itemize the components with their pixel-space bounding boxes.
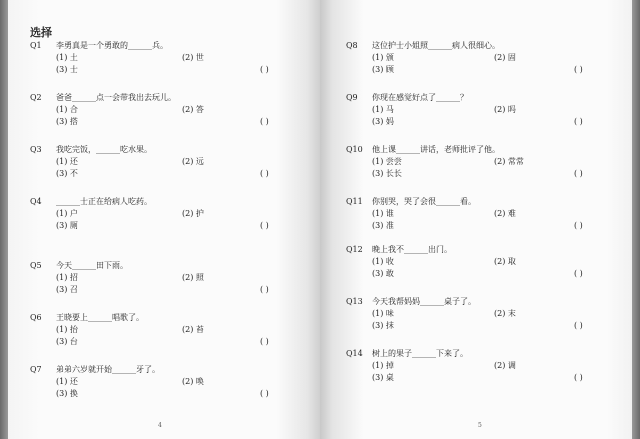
question-number: Q6 [30,313,42,322]
option-3[interactable]: (3) 换 [56,389,78,398]
option-1[interactable]: (1) 合 [56,105,78,114]
question-q11 [346,196,626,236]
question-number: Q11 [346,197,363,206]
option-2[interactable]: (2) 难 [494,209,516,218]
option-3[interactable]: (3) 敢 [372,269,394,278]
question-number: Q7 [30,365,42,374]
question-q5 [30,260,310,300]
question-q8 [346,40,626,80]
question-q14 [346,348,626,388]
option-3[interactable]: (3) 士 [56,65,78,74]
book-edge-left [0,0,8,439]
question-stem: 今天我帮妈妈______桌子了。 [372,297,476,306]
option-3[interactable]: (3) 台 [56,337,78,346]
question-number: Q8 [346,41,358,50]
question-number: Q13 [346,297,363,306]
question-q1 [30,40,310,80]
question-q13 [346,296,626,336]
answer-blank[interactable]: ( ) [260,389,269,398]
question-number: Q4 [30,197,42,206]
question-stem: 弟弟六岁就开始______牙了。 [56,365,160,374]
question-stem: 王晓要上______唱歌了。 [56,313,144,322]
option-2[interactable]: (2) 调 [494,361,516,370]
answer-blank[interactable]: ( ) [260,221,269,230]
question-number: Q12 [346,245,363,254]
question-q7 [30,364,310,404]
option-2[interactable]: (2) 取 [494,257,516,266]
answer-blank[interactable]: ( ) [260,117,269,126]
question-stem: 这位护士小姐照______病人很细心。 [372,41,500,50]
answer-blank[interactable]: ( ) [260,285,269,294]
question-stem: 今天______田下雨。 [56,261,128,270]
option-1[interactable]: (1) 味 [372,309,394,318]
option-2[interactable]: (2) 吗 [494,105,516,114]
option-3[interactable]: (3) 厕 [56,221,78,230]
option-2[interactable]: (2) 世 [182,53,204,62]
question-q9 [346,92,626,132]
answer-blank[interactable]: ( ) [260,169,269,178]
question-number: Q9 [346,93,358,102]
page-number: 5 [478,422,482,429]
option-2[interactable]: (2) 常常 [494,157,524,166]
option-3[interactable]: (3) 召 [56,285,78,294]
question-number: Q2 [30,93,42,102]
question-stem: 你现在感觉好点了______？ [372,93,468,102]
question-stem: 我吃完饭，______吃水果。 [56,145,152,154]
question-number: Q14 [346,349,363,358]
question-q12 [346,244,626,284]
question-stem: 爸爸______点一会带我出去玩儿。 [56,93,176,102]
answer-blank[interactable]: ( ) [574,65,583,74]
question-stem: 晚上我不______出门。 [372,245,452,254]
question-q4 [30,196,310,236]
option-1[interactable]: (1) 颁 [372,53,394,62]
answer-blank[interactable]: ( ) [574,269,583,278]
question-stem: 树上的果子______下来了。 [372,349,468,358]
answer-blank[interactable]: ( ) [574,221,583,230]
option-3[interactable]: (3) 桌 [372,373,394,382]
option-2[interactable]: (2) 照 [182,273,204,282]
option-3[interactable]: (3) 长长 [372,169,402,178]
answer-blank[interactable]: ( ) [574,321,583,330]
option-2[interactable]: (2) 末 [494,309,516,318]
question-number: Q1 [30,41,42,50]
answer-blank[interactable]: ( ) [574,373,583,382]
option-2[interactable]: (2) 护 [182,209,204,218]
option-2[interactable]: (2) 苔 [182,325,204,334]
question-number: Q3 [30,145,42,154]
option-1[interactable]: (1) 收 [372,257,394,266]
option-1[interactable]: (1) 掉 [372,361,394,370]
question-stem: 你别哭，哭了会很______看。 [372,197,476,206]
question-q2 [30,92,310,132]
option-1[interactable]: (1) 土 [56,53,78,62]
question-stem: 李勇真是一个勇敢的______兵。 [56,41,168,50]
option-1[interactable]: (1) 抬 [56,325,78,334]
left-page [8,0,320,439]
option-3[interactable]: (3) 顾 [372,65,394,74]
option-1[interactable]: (1) 户 [56,209,78,218]
question-stem: ______士正在给病人吃药。 [56,197,152,206]
option-1[interactable]: (1) 还 [56,157,78,166]
question-number: Q10 [346,145,363,154]
option-3[interactable]: (3) 不 [56,169,78,178]
question-q3 [30,144,310,184]
book-edge-right [632,0,640,439]
option-1[interactable]: (1) 谁 [372,209,394,218]
option-1[interactable]: (1) 还 [56,377,78,386]
question-stem: 他上课______讲话，老师批评了他。 [372,145,500,154]
question-q6 [30,312,310,352]
question-number: Q5 [30,261,42,270]
option-3[interactable]: (3) 抹 [372,321,394,330]
question-q10 [346,144,626,184]
option-2[interactable]: (2) 答 [182,105,204,114]
option-1[interactable]: (1) 马 [372,105,394,114]
answer-blank[interactable]: ( ) [260,65,269,74]
option-2[interactable]: (2) 固 [494,53,516,62]
option-3[interactable]: (3) 搭 [56,117,78,126]
answer-blank[interactable]: ( ) [260,337,269,346]
option-1[interactable]: (1) 招 [56,273,78,282]
answer-blank[interactable]: ( ) [574,117,583,126]
page-number: 4 [158,422,162,429]
option-3[interactable]: (3) 妈 [372,117,394,126]
right-page [320,0,632,439]
option-2[interactable]: (2) 远 [182,157,204,166]
option-1[interactable]: (1) 尝尝 [372,157,402,166]
answer-blank[interactable]: ( ) [574,169,583,178]
option-3[interactable]: (3) 准 [372,221,394,230]
section-title: 选择 [30,26,52,39]
option-2[interactable]: (2) 唤 [182,377,204,386]
